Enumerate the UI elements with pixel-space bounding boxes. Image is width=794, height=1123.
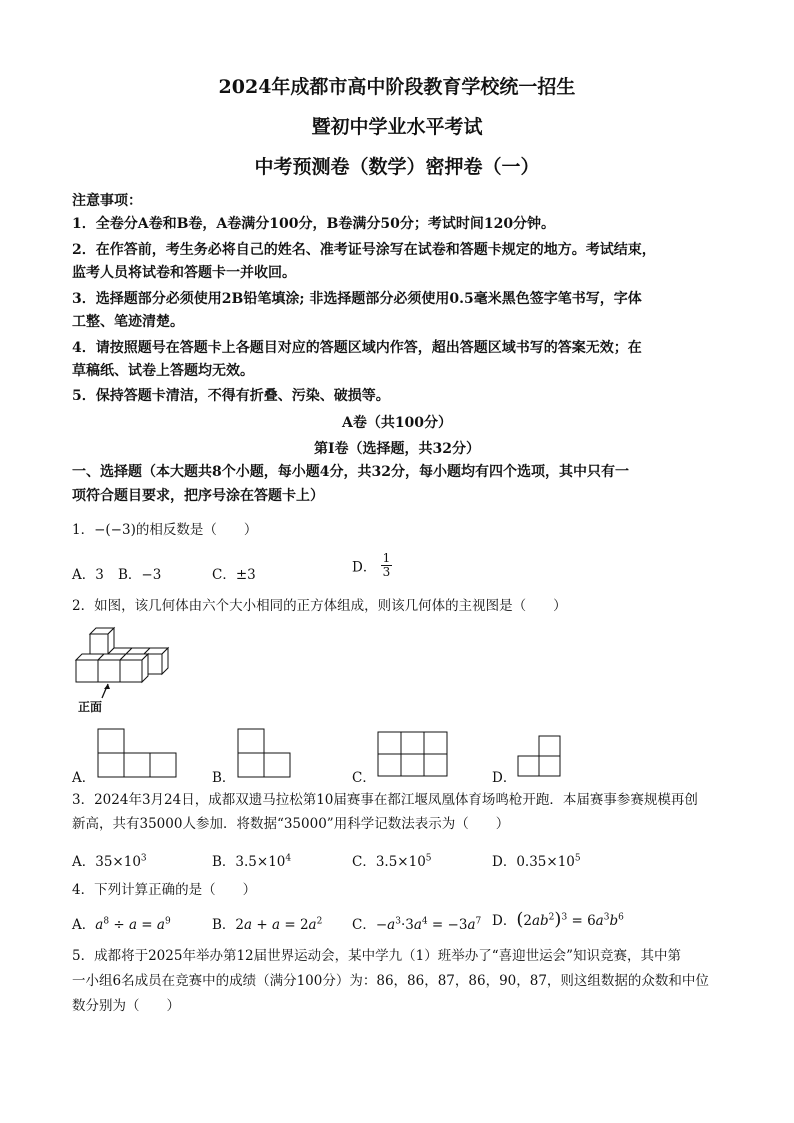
note-1: 1．全卷分A卷和B卷，A卷满分100分，B卷满分50分；考试时间120分钟。 bbox=[72, 216, 556, 232]
fraction-denominator: 3 bbox=[382, 565, 391, 579]
question-1-stem bbox=[72, 520, 732, 540]
q4-option-d-label: D． bbox=[492, 913, 517, 929]
q3-option-b-label: B．3.5×10 bbox=[212, 854, 286, 870]
question-5-stem-line3: 数分别为（ ） bbox=[72, 998, 180, 1014]
question-5-stem-line2: 一小组6名成员在竞赛中的成绩（满分100分）为：86，86，87，86，90，87，则这组数据的众数和中位 bbox=[72, 973, 709, 989]
note-3b: 工整、笔迹清楚。 bbox=[72, 314, 184, 330]
part-1-heading: 第Ⅰ卷（选择题，共32分） bbox=[313, 441, 481, 457]
q3-option-c-exponent: 5 bbox=[425, 853, 432, 864]
exam-title-line3: 中考预测卷（数学）密押卷（一） bbox=[254, 156, 540, 178]
note-2b: 监考人员将试卷和答题卡一并收回。 bbox=[72, 265, 296, 281]
exam-title-line1: 2024年成都市高中阶段教育学校统一招生 bbox=[218, 76, 576, 98]
q4-option-a bbox=[72, 913, 171, 933]
exam-title-line2: 暨初中学业水平考试 bbox=[311, 116, 483, 138]
q4-option-a-expression: $a^8 \div a = a^9$ bbox=[95, 916, 171, 933]
q1-prefix: 1． bbox=[72, 522, 95, 538]
q2-option-b-figure bbox=[237, 728, 293, 778]
q1-option-d-fraction bbox=[381, 552, 393, 579]
q3-option-b-exponent: 4 bbox=[285, 853, 292, 864]
fraction-numerator: 1 bbox=[382, 551, 391, 565]
note-4a: 4．请按照题号在答题卡上各题目对应的答题区域内作答，超出答题区域书写的答案无效；在 bbox=[72, 340, 642, 356]
question-5-stem-line1: 5．成都将于2025年举办第12届世界运动会，某中学九（1）班举办了“喜迎世运会”知识竞赛，其中第 bbox=[72, 948, 682, 964]
q1-option-d bbox=[352, 552, 392, 579]
q2-front-label: 正面 bbox=[78, 700, 103, 714]
section-instruction-2: 项符合题目要求，把序号涂在答题卡上） bbox=[72, 488, 324, 504]
volume-a-heading: A卷（共100分） bbox=[341, 415, 453, 431]
q4-option-a-label: A． bbox=[72, 917, 96, 933]
q3-option-d-label: D．0.35×10 bbox=[492, 854, 575, 870]
section-instruction-1: 一、选择题（本大题共8个小题，每小题4分，共32分，每小题均有四个选项，其中只有一 bbox=[72, 464, 629, 480]
q2-option-c-figure bbox=[377, 731, 449, 777]
q1-expression: −(−3) bbox=[94, 522, 136, 538]
q4-option-d bbox=[492, 909, 624, 930]
q4-option-b-label: B． bbox=[212, 917, 236, 933]
note-5: 5．保持答题卡清洁，不得有折叠、污染、破损等。 bbox=[72, 388, 390, 404]
q2-option-a-label: A． bbox=[72, 770, 96, 786]
note-3a: 3．选择题部分必须使用2B铅笔填涂; 非选择题部分必须使用0.5毫米黑色签字笔书写，字体 bbox=[72, 291, 642, 307]
q2-option-b-label: B． bbox=[212, 770, 236, 786]
question-4-stem: 4．下列计算正确的是（ ） bbox=[72, 882, 257, 898]
q3-option-c bbox=[352, 850, 432, 870]
q3-option-d-exponent: 5 bbox=[574, 853, 581, 864]
note-2a: 2．在作答前，考生务必将自己的姓名、准考证号涂写在试卷和答题卡规定的地方。考试结束， bbox=[72, 242, 656, 258]
q1-option-d-label: D． bbox=[352, 559, 377, 576]
q4-option-c-label: C． bbox=[352, 917, 376, 933]
q3-option-a bbox=[72, 850, 147, 870]
question-3-stem-line1: 3．2024年3月24日，成都双遗马拉松第10届赛事在都江堰凤凰体育场鸣枪开跑．本届赛事参赛规模再创 bbox=[72, 792, 698, 808]
question-3-stem-line2: 新高，共有35000人参加．将数据“35000”用科学记数法表示为（ ） bbox=[72, 816, 510, 832]
q1-option-a: A．3 bbox=[72, 567, 104, 583]
q3-option-d bbox=[492, 850, 581, 870]
q2-option-a-figure bbox=[97, 728, 177, 778]
q3-option-a-exponent: 3 bbox=[140, 853, 147, 864]
q4-option-b bbox=[212, 913, 322, 933]
q3-option-b bbox=[212, 850, 291, 870]
q3-option-c-label: C．3.5×10 bbox=[352, 854, 426, 870]
q1-suffix: 的相反数是（ ） bbox=[135, 522, 258, 538]
question-2-stem: 2．如图，该几何体由六个大小相同的正方体组成，则该几何体的主视图是（ ） bbox=[72, 598, 567, 614]
notes-heading: 注意事项： bbox=[72, 193, 142, 209]
q1-option-c: C．±3 bbox=[212, 567, 256, 583]
q1-option-b: B．−3 bbox=[118, 567, 162, 583]
q4-option-c-expression: $-a^3\cdot 3a^4 = -3a^7$ bbox=[375, 916, 482, 933]
q2-option-d-figure bbox=[517, 735, 563, 777]
q3-option-a-label: A．35×10 bbox=[72, 854, 141, 870]
q2-option-c-label: C． bbox=[352, 770, 376, 786]
q4-option-c bbox=[352, 913, 481, 933]
q4-option-b-expression: $2a + a = 2a^2$ bbox=[235, 916, 323, 933]
q4-option-d-expression: $(2ab^2)^3 = 6a^3b^6$ bbox=[516, 909, 624, 930]
note-4b: 草稿纸、试卷上答题均无效。 bbox=[72, 363, 254, 379]
q2-option-d-label: D． bbox=[492, 770, 517, 786]
